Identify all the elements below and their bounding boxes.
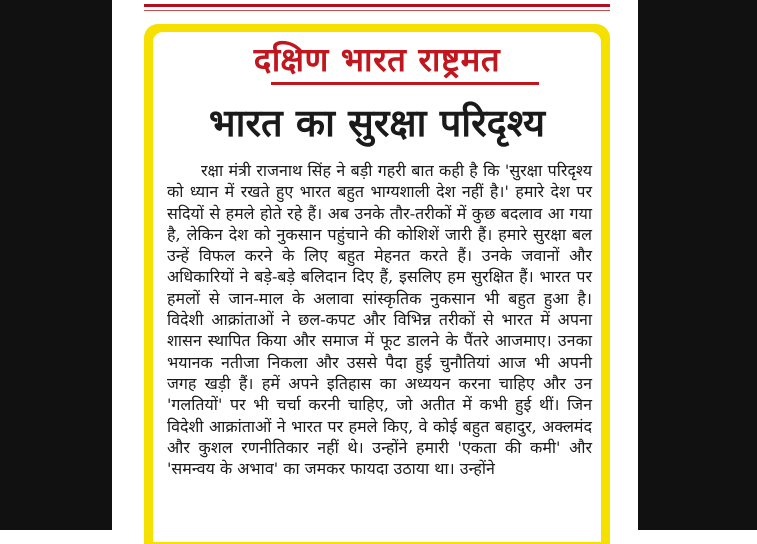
left-dark-margin <box>0 0 112 530</box>
editorial-box <box>153 32 601 542</box>
headline: भारत का सुरक्षा परिदृश्य <box>208 101 546 145</box>
top-thin-rule <box>144 10 610 11</box>
newspaper-page <box>112 0 638 530</box>
column-name-underline <box>271 82 539 85</box>
top-red-rule <box>144 4 610 7</box>
column-name: दक्षिण भारत राष्ट्रमत <box>253 40 501 79</box>
right-dark-margin <box>638 0 757 530</box>
article-body: रक्षा मंत्री राजनाथ सिंह ने बड़ी गहरी बात कही है कि 'सुरक्षा परिदृश्य को ध्यान में रखते हुए भारत बहुत भाग्यशाली देश नहीं है।' हमारे देश पर सदियों से हमले होते रहे हैं। अब उनके तौर-तरीकों में कुछ बदलाव आ गया है, लेकिन देश को नुकसान पहुंचाने की कोशिशें जारी हैं। हमारे सुरक्षा बल उन्हें विफल करने के लिए बहुत मेहनत करते हैं। उनके जवानों और अधिकारियों ने बड़े-बड़े बलिदान दिए हैं, इसलिए हम सुरक्षित हैं। भारत पर हमलों से जान-माल के अलावा सांस्कृतिक नुकसान भी बहुत हुआ है। विदेशी आक्रांताओं ने छल-कपट और विभिन्न तरीकों से भारत में अपना शासन स्थापित किया और समाज में फूट डालने के पैंतरे आजमाए। उनका भयानक नतीजा निकला और उससे पैदा हुई चुनौतियां आज भी अपनी जगह खड़ी हैं। हमें अपने इतिहास का अध्ययन करना चाहिए और उन 'गलतियों' पर भी चर्चा करनी चाहिए, जो अतीत में कभी हुई थीं। जिन विदेशी आक्रांताओं ने भारत पर हमले किए, वे कोई बहुत बहादुर, अक्लमंद और कुशल रणनीतिकार नहीं थे। उन्होंने हमारी 'एकता की कमी' और 'समन्वय के अभाव' का जमकर फायदा उठाया था। उन्होंने <box>167 161 592 479</box>
